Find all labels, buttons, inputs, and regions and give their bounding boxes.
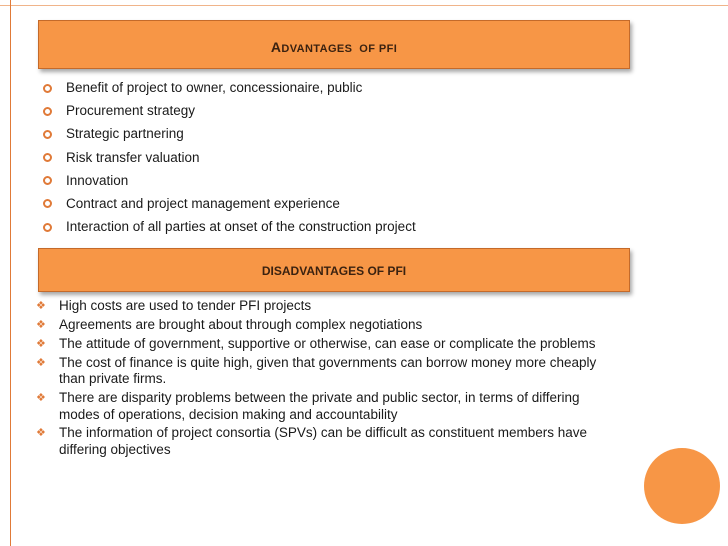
- diamond-bullet-icon: ❖: [36, 318, 46, 331]
- advantages-banner-title: DVANTAGES OF PFI: [281, 43, 398, 55]
- advantage-text: Strategic partnering: [66, 126, 184, 142]
- advantage-text: Contract and project management experience: [66, 195, 340, 211]
- ring-bullet-icon: [43, 223, 52, 232]
- list-item: [42, 169, 416, 192]
- advantages-banner: [38, 20, 630, 69]
- disadvantage-text: Agreements are brought about through complex negotiations: [59, 316, 423, 332]
- list-item: [36, 298, 616, 315]
- top-rule: [0, 5, 728, 6]
- list-item: [36, 317, 616, 334]
- ring-bullet-icon: [43, 199, 52, 208]
- diamond-bullet-icon: ❖: [36, 356, 46, 369]
- list-item: [36, 425, 616, 458]
- list-item: [42, 76, 416, 99]
- decorative-circle: [644, 448, 720, 524]
- list-item: [36, 336, 616, 353]
- advantage-text: Risk transfer valuation: [66, 149, 200, 165]
- ring-bullet-icon: [43, 107, 52, 116]
- list-item: [42, 99, 416, 122]
- disadvantage-text: There are disparity problems between the private and public sector, in terms of differing modes of operations, decision making and accountability: [59, 390, 580, 422]
- ring-bullet-icon: [43, 176, 52, 185]
- advantage-text: Procurement strategy: [66, 103, 196, 119]
- disadvantages-banner-title: DISADVANTAGES OF PFI: [261, 264, 407, 278]
- advantage-text: Innovation: [66, 172, 129, 188]
- list-item: [36, 355, 616, 388]
- diamond-bullet-icon: ❖: [36, 392, 46, 405]
- disadvantage-text: The information of project consortia (SPVs) can be difficult as constituent members have differing objectives: [59, 425, 588, 457]
- diamond-bullet-icon: ❖: [36, 427, 46, 440]
- disadvantages-list: [36, 298, 616, 461]
- disadvantage-text: High costs are used to tender PFI projects: [59, 298, 312, 313]
- diamond-bullet-icon: ❖: [36, 337, 46, 350]
- disadvantage-text: The attitude of government, supportive or otherwise, can ease or complicate the problems: [59, 335, 596, 351]
- ring-bullet-icon: [43, 153, 52, 162]
- ring-bullet-icon: [43, 84, 52, 93]
- advantage-text: Interaction of all parties at onset of the construction project: [66, 219, 416, 235]
- list-item: [42, 192, 416, 215]
- advantages-banner-first-letter: A: [270, 39, 282, 55]
- disadvantage-text: The cost of finance is quite high, given that governments can borrow money more cheaply than private firms.: [59, 354, 597, 387]
- advantage-text: Benefit of project to owner, concessionaire, public: [66, 80, 363, 95]
- disadvantages-banner: [38, 248, 630, 292]
- list-item: [42, 146, 416, 169]
- list-item: [42, 122, 416, 145]
- advantages-list: [42, 76, 416, 238]
- list-item: [36, 390, 616, 423]
- list-item: [42, 215, 416, 238]
- diamond-bullet-icon: ❖: [36, 300, 46, 312]
- left-rule: [10, 0, 11, 546]
- ring-bullet-icon: [43, 130, 52, 139]
